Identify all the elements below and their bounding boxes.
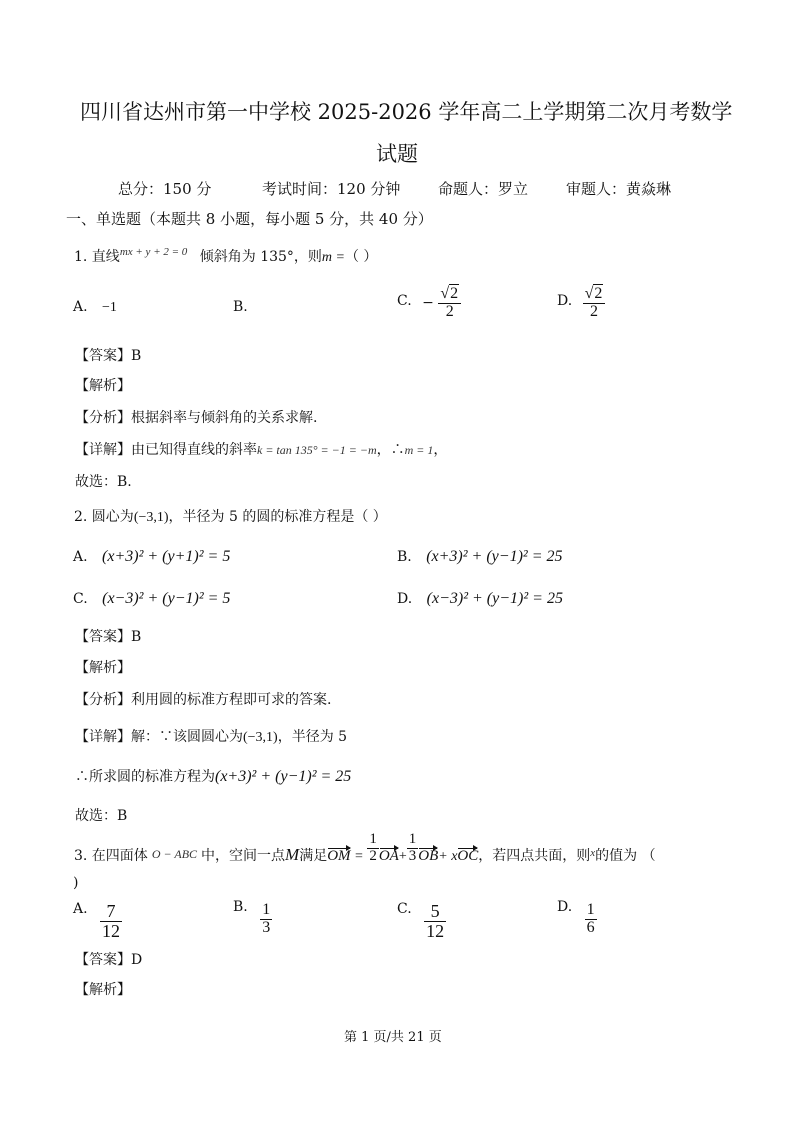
q3-equals: = xyxy=(354,849,363,865)
q3-option-b-label: B. xyxy=(233,899,248,916)
q2-option-b-label: B. xyxy=(397,549,412,565)
q3-option-c-label: C. xyxy=(397,901,412,918)
q3-half-num: 1 xyxy=(369,831,377,847)
q2-detail xyxy=(75,726,347,746)
q1-option-b-label: B. xyxy=(233,299,248,315)
q1-analysis: 【分析】根据斜率与倾斜角的关系求解. xyxy=(75,410,318,426)
q2-option-b-value: (x+3)² + (y−1)² = 25 xyxy=(426,548,563,565)
q3-option-b-num: 1 xyxy=(262,901,271,918)
q3-option-d xyxy=(557,899,597,937)
q2-option-d-label: D. xyxy=(397,591,413,607)
q3-vec-om: OM xyxy=(327,848,351,865)
q3-vec-oa: OA xyxy=(378,848,399,865)
q2-stem xyxy=(74,506,387,526)
q1-option-c-den: 2 xyxy=(445,302,454,320)
q2-post: ，半径为 5 的圆的标准方程是（ ） xyxy=(168,509,387,525)
q3-option-d-den: 6 xyxy=(586,918,595,936)
q3-stem-line2: ) xyxy=(73,875,79,891)
q1-detail-pre: 【详解】由已知得直线的斜率 xyxy=(75,442,257,458)
q1-option-d-fraction: $\frac{√2}{2}$ xyxy=(583,286,606,321)
q1-var: m = xyxy=(321,250,345,265)
q2-result-pre: ∴所求圆的标准方程为 xyxy=(75,769,215,785)
q3-option-d-num: 1 xyxy=(586,901,595,918)
q1-option-c-sign: − xyxy=(422,295,434,312)
q3-option-b xyxy=(233,899,272,937)
q3-tetra: O − ABC xyxy=(151,847,198,862)
q1-mid: 倾斜角为 135°，则 xyxy=(199,249,322,265)
q1-option-a xyxy=(73,299,117,316)
q3-option-c-den: 12 xyxy=(426,920,445,941)
q3-third-den: 3 xyxy=(408,847,417,864)
q3-vec-ob: OB xyxy=(418,848,439,865)
q3-option-a xyxy=(73,902,122,941)
q1-option-d xyxy=(557,286,605,321)
q2-option-d xyxy=(397,590,563,608)
q2-choose: 故选：B xyxy=(75,808,128,824)
q1-option-b xyxy=(233,299,248,315)
q3-option-a-fraction xyxy=(100,902,122,941)
q3-plus-x: + x xyxy=(438,849,458,865)
q3-option-b-fraction xyxy=(260,902,272,937)
q2-option-d-value: (x−3)² + (y−1)² = 25 xyxy=(426,590,563,607)
q2-detail-post: ，半径为 5 xyxy=(277,729,348,745)
q3-half-den: 2 xyxy=(369,847,377,864)
q2-option-a-value: (x+3)² + (y+1)² = 5 xyxy=(102,548,231,565)
section-heading: 一、单选题（本题共 8 小题，每小题 5 分，共 40 分） xyxy=(66,210,433,228)
q1-detail-eq: k = tan 135° = −1 = −m xyxy=(257,443,377,457)
q2-answer: 【答案】B xyxy=(75,629,142,645)
q1-option-a-label: A. xyxy=(73,299,88,315)
q3-pre: 3. 在四面体 xyxy=(74,848,148,865)
q3-stem xyxy=(74,832,656,865)
meta-total: 总分：150 分 xyxy=(118,180,212,198)
q1-option-d-label: D. xyxy=(557,293,573,310)
q3-third-num: 1 xyxy=(408,831,417,847)
q1-answer: 【答案】B xyxy=(75,348,142,364)
q2-detail-center: (−3,1) xyxy=(243,730,278,745)
q2-option-c xyxy=(73,590,230,608)
q3-plus: + xyxy=(398,849,407,865)
q3-vec-oc: OC xyxy=(457,848,479,865)
q3-mid1: 中，空间一点 xyxy=(201,848,286,865)
q3-option-a-label: A. xyxy=(73,901,88,918)
q3-option-c xyxy=(397,902,446,941)
title-line1: 四川省达州市第一中学校 2025-2026 学年高二上学期第二次月考数学 xyxy=(80,100,733,124)
q1-option-c-num: 2 xyxy=(450,285,459,302)
q3-half xyxy=(367,832,379,865)
q1-post: （ ） xyxy=(344,249,378,265)
q3-x: x xyxy=(590,847,596,860)
q1-stem xyxy=(74,246,377,266)
page-footer: 第 1 页/共 21 页 xyxy=(344,1030,442,1045)
q3-answer: 【答案】D xyxy=(75,952,143,968)
q3-third xyxy=(407,832,419,865)
q3-option-c-fraction xyxy=(424,902,446,941)
q1-detail-eq2: m = 1 xyxy=(404,443,434,457)
q3-option-d-label: D. xyxy=(557,899,573,916)
q3-point: M xyxy=(285,845,300,865)
q2-option-b xyxy=(397,548,563,566)
q3-post: 的值为 （ xyxy=(595,848,656,865)
meta-reviewer: 审题人：黄焱琳 xyxy=(566,180,672,198)
q3-option-c-num: 5 xyxy=(424,902,446,922)
q2-option-a xyxy=(73,548,230,566)
q1-option-c-label: C. xyxy=(397,293,412,310)
q3-option-d-fraction xyxy=(585,902,597,937)
q3-option-a-den: 12 xyxy=(102,920,121,941)
q1-option-d-num: 2 xyxy=(594,285,603,302)
q1-option-a-value: −1 xyxy=(102,300,117,315)
q3-option-b-den: 3 xyxy=(262,918,271,936)
q2-center: (−3,1) xyxy=(133,510,169,525)
q2-pre: 2. 圆心为 xyxy=(74,509,134,525)
q1-detail-therefore: ，∴ xyxy=(376,442,405,458)
q2-option-c-label: C. xyxy=(73,591,88,607)
q3-mid3: ，若四点共面，则 xyxy=(478,848,591,865)
q1-option-c xyxy=(397,286,461,321)
q3-option-a-num: 7 xyxy=(100,902,122,922)
q1-choose: 故选：B. xyxy=(75,474,132,490)
q1-detail xyxy=(75,439,447,459)
q1-jiexi: 【解析】 xyxy=(75,378,131,394)
q1-option-c-fraction: $\frac{√2}{2}$ xyxy=(438,286,461,321)
title-line2: 试题 xyxy=(376,142,418,166)
meta-time: 考试时间：120 分钟 xyxy=(262,180,401,198)
q2-result-eq: (x+3)² + (y−1)² = 25 xyxy=(215,768,352,785)
q2-jiexi: 【解析】 xyxy=(75,660,131,676)
q2-result xyxy=(75,766,351,786)
q1-pre: 1. 直线 xyxy=(74,249,120,265)
q2-option-a-label: A. xyxy=(73,549,88,565)
q2-detail-pre: 【详解】解：∵该圆圆心为 xyxy=(75,729,243,745)
q2-analysis: 【分析】利用圆的标准方程即可求的答案. xyxy=(75,692,332,708)
meta-author: 命题人：罗立 xyxy=(438,180,529,198)
q1-equation: mx + y + 2 = 0 xyxy=(119,246,188,258)
q1-option-d-den: 2 xyxy=(590,302,599,320)
q3-jiexi: 【解析】 xyxy=(75,982,131,998)
q2-option-c-value: (x−3)² + (y−1)² = 5 xyxy=(102,590,231,607)
q1-detail-post: ， xyxy=(433,442,448,458)
q3-mid2: 满足 xyxy=(299,848,328,865)
